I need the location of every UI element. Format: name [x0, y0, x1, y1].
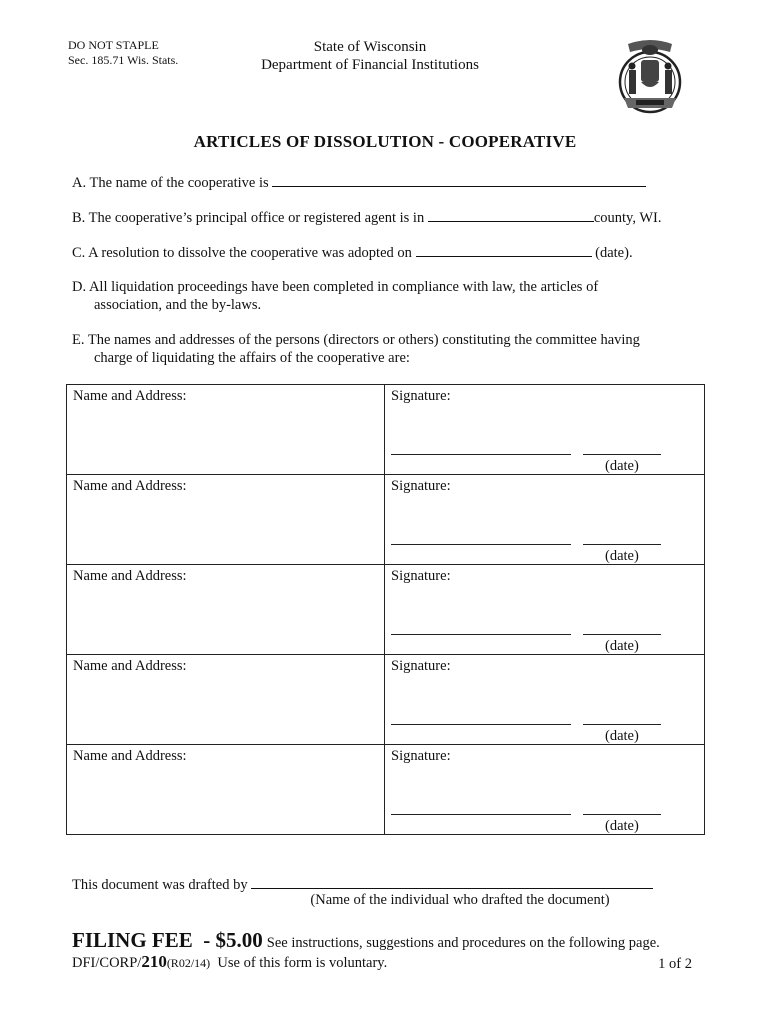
signature-label: Signature:: [391, 658, 451, 674]
name-address-cell[interactable]: [67, 475, 385, 565]
table-row: [67, 565, 705, 655]
name-address-cell[interactable]: [67, 655, 385, 745]
item-a: [72, 172, 692, 192]
committee-table: [66, 384, 705, 835]
form-number: [72, 953, 387, 972]
table-row: [67, 655, 705, 745]
form-revision: (R02/14): [166, 956, 211, 970]
item-c: [72, 242, 712, 262]
name-address-cell[interactable]: [67, 565, 385, 655]
item-d-line2: association, and the by-laws.: [94, 297, 262, 313]
signature-line[interactable]: [391, 814, 571, 815]
signature-cell[interactable]: [385, 475, 705, 565]
form-prefix: DFI/CORP/: [72, 955, 142, 971]
item-a-letter: A.: [72, 175, 87, 191]
signature-cell[interactable]: [385, 655, 705, 745]
date-line[interactable]: [583, 634, 661, 635]
filing-fee-note: See instructions, suggestions and procedures on the following page.: [266, 935, 660, 951]
date-label: (date): [605, 728, 639, 744]
item-e: [72, 331, 732, 349]
item-e-line1: The names and addresses of the persons (directors or others) constituting the committee having: [87, 332, 640, 348]
date-line[interactable]: [583, 724, 661, 725]
item-b-text: The cooperative’s principal office or registered agent is in: [88, 210, 425, 226]
name-address-label: Name and Address:: [73, 748, 187, 764]
signature-label: Signature:: [391, 478, 451, 494]
item-d-letter: D.: [72, 279, 87, 295]
voluntary-note: Use of this form is voluntary.: [217, 955, 388, 971]
signature-line[interactable]: [391, 454, 571, 455]
item-c-text: A resolution to dissolve the cooperative was adopted on: [88, 245, 412, 261]
date-label: (date): [605, 548, 639, 564]
name-address-cell[interactable]: [67, 385, 385, 475]
do-not-staple-note: DO NOT STAPLE: [68, 38, 159, 52]
item-d: [72, 278, 712, 296]
date-label: (date): [605, 818, 639, 834]
item-c-suffix: (date).: [595, 245, 633, 261]
name-address-cell[interactable]: [67, 745, 385, 835]
filing-fee: FILING FEE - $5.00: [72, 928, 263, 952]
date-label: (date): [605, 638, 639, 654]
item-b-suffix: county, WI.: [593, 210, 662, 226]
date-line[interactable]: [583, 814, 661, 815]
name-address-label: Name and Address:: [73, 388, 187, 404]
item-a-text: The name of the cooperative is: [89, 175, 269, 191]
drafted-by-caption: (Name of the individual who drafted the document): [310, 892, 610, 908]
signature-line[interactable]: [391, 634, 571, 635]
name-address-label: Name and Address:: [73, 478, 187, 494]
page-number: 1 of 2: [658, 956, 692, 972]
date-line[interactable]: [583, 454, 661, 455]
item-e-letter: E.: [72, 332, 85, 348]
signature-label: Signature:: [391, 388, 451, 404]
item-d-line1: All liquidation proceedings have been completed in compliance with law, the articles of: [88, 279, 599, 295]
drafted-by-label: This document was drafted by: [72, 877, 248, 893]
department-name: Department of Financial Institutions: [261, 57, 479, 73]
date-line[interactable]: [583, 544, 661, 545]
item-e-line2: charge of liquidating the affairs of the cooperative are:: [94, 350, 410, 366]
name-address-label: Name and Address:: [73, 568, 187, 584]
item-b-letter: B.: [72, 210, 86, 226]
signature-line[interactable]: [391, 724, 571, 725]
form-title: ARTICLES OF DISSOLUTION - COOPERATIVE: [193, 132, 577, 151]
state-name: State of Wisconsin: [313, 39, 427, 55]
item-b: [72, 207, 712, 227]
form-number-value: 210: [141, 952, 167, 971]
date-label: (date): [605, 458, 639, 474]
wisconsin-state-seal-icon: [610, 36, 690, 118]
drafter-name-field[interactable]: [251, 874, 653, 889]
signature-line[interactable]: [391, 544, 571, 545]
signature-cell[interactable]: [385, 745, 705, 835]
table-row: [67, 385, 705, 475]
item-c-letter: C.: [72, 245, 86, 261]
signature-cell[interactable]: [385, 565, 705, 655]
resolution-date-field[interactable]: [416, 242, 592, 257]
table-row: [67, 745, 705, 835]
signature-label: Signature:: [391, 568, 451, 584]
filing-fee-row: [72, 928, 712, 953]
county-field[interactable]: [428, 207, 594, 222]
cooperative-name-field[interactable]: [272, 172, 646, 187]
signature-label: Signature:: [391, 748, 451, 764]
signature-cell[interactable]: [385, 385, 705, 475]
name-address-label: Name and Address:: [73, 658, 187, 674]
statute-reference: Sec. 185.71 Wis. Stats.: [68, 53, 179, 67]
table-row: [67, 475, 705, 565]
